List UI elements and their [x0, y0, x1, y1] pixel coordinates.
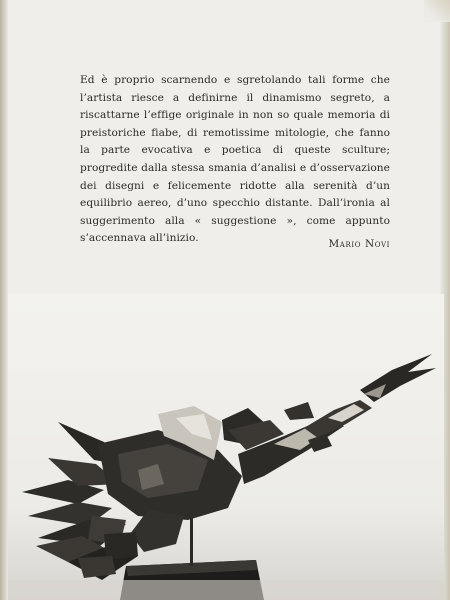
essay-paragraph: Ed è proprio scarnendo e sgretolando tali forme che l’artista riesce a definirne il dinamismo segreto, a riscattarne l’effige originale in non so quale memoria di preistoriche fiabe, di remotissime mitologie, che fanno la parte evocativa e poetica di queste sculture; progredite dalla stessa smania d’analisi e d’osservazione dei disegni e felicemente ridotte alla serenità d’un equilibrio aereo, d’uno specchio distante. Dall’ironia al suggerimento alla « suggestione », come appunto s’accennava all’inizio. — [80, 74, 390, 245]
bird-sculpture-body — [22, 354, 436, 580]
bird-sculpture-image — [8, 294, 444, 600]
page-corner-fold — [424, 0, 450, 22]
essay-text-block — [80, 72, 390, 248]
sculpture-photograph — [8, 294, 444, 600]
page-gutter-shadow — [0, 0, 8, 600]
author-signature: Mario Novi — [328, 238, 390, 250]
